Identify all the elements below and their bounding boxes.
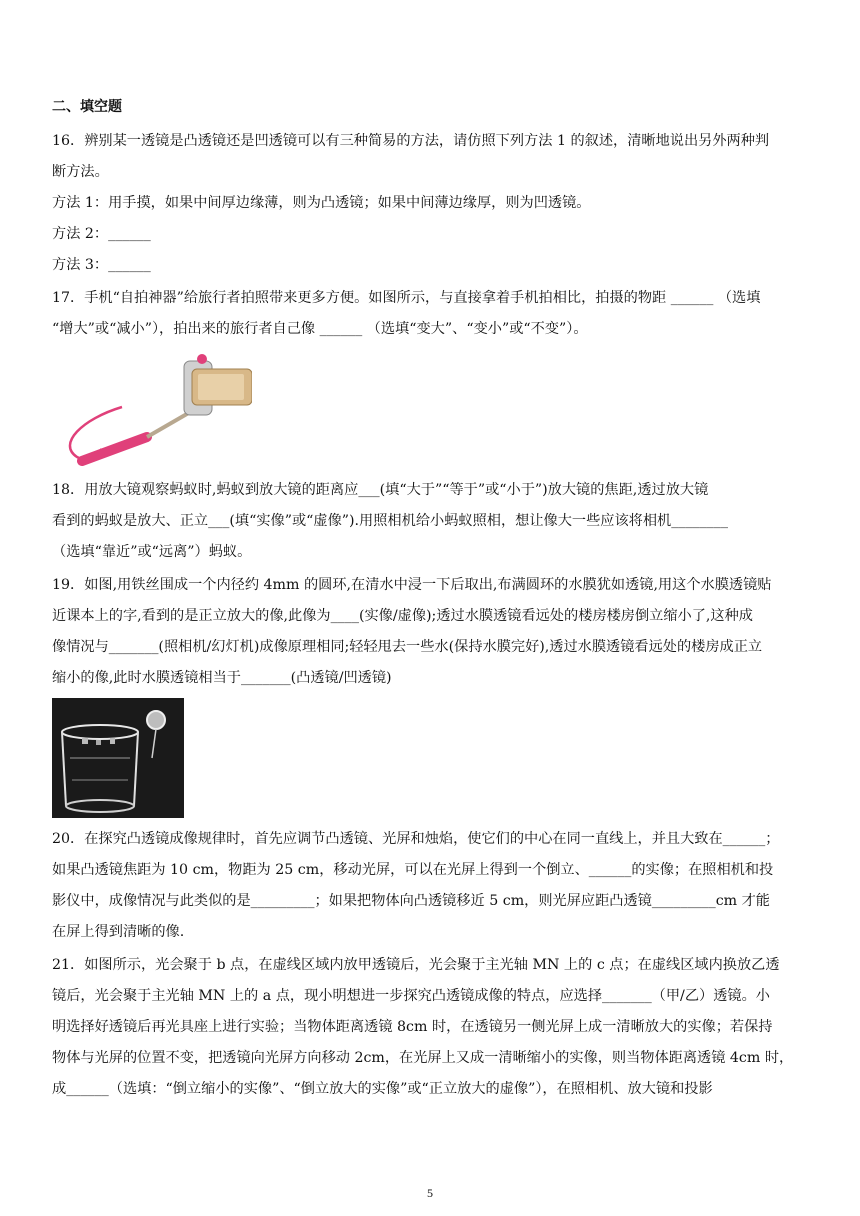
q18-line-2: 看到的蚂蚁是放大、正立___(填“实像”或“虚像”).用照相机给小蚂蚁照相，想让像大一些应该将相机________ — [52, 513, 728, 529]
selfie-stick-image — [52, 349, 252, 469]
water-film-lens-figure — [52, 698, 808, 818]
q21-line-1: 21．如图所示，光会聚于 b 点，在虚线区域内放甲透镜后，光会聚于主光轴 MN 上的 c 点；在虚线区域内换放乙透 — [52, 957, 780, 973]
q20-line-1: 20．在探究凸透镜成像规律时，首先应调节凸透镜、光屏和烛焰，使它们的中心在同一直线上，并且大致在______； — [52, 831, 780, 847]
question-17 — [52, 283, 808, 469]
q21-line-2: 镜后，光会聚于主光轴 MN 上的 a 点，现小明想进一步探究凸透镜成像的特点，应选择_______（甲/乙）透镜。小 — [52, 988, 770, 1004]
q16-method-1: 方法 1：用手摸，如果中间厚边缘薄，则为凸透镜；如果中间薄边缘厚，则为凹透镜。 — [52, 195, 591, 211]
q19-line-3: 像情况与_______(照相机/幻灯机)成像原理相同;轻轻甩去一些水(保持水膜完好),透过水膜透镜看远处的楼房成正立 — [52, 639, 763, 655]
q20-line-4: 在屏上得到清晰的像. — [52, 924, 185, 940]
page-content — [52, 96, 808, 1107]
q18-line-1: 18．用放大镜观察蚂蚁时,蚂蚁到放大镜的距离应___(填“大于”“等于”或“小于”)放大镜的焦距,透过放大镜 — [52, 482, 709, 498]
q21-line-4: 物体与光屏的位置不变，把透镜向光屏方向移动 2cm，在光屏上又成一清晰缩小的实像，则当物体距离透镜 4cm 时， — [52, 1050, 794, 1066]
q16-method-3: 方法 3：______ — [52, 257, 151, 273]
q16-stem-line-2: 断方法。 — [52, 164, 109, 180]
q20-line-2: 如果凸透镜焦距为 10 cm，物距为 25 cm，移动光屏，可以在光屏上得到一个倒立、______的实像；在照相机和投 — [52, 862, 774, 878]
question-18 — [52, 475, 808, 568]
question-19 — [52, 570, 808, 818]
question-16 — [52, 126, 808, 281]
selfie-stick-figure — [52, 349, 808, 469]
q19-line-1: 19．如图,用铁丝围成一个内径约 4mm 的圆环,在清水中浸一下后取出,布满圆环的水膜犹如透镜,用这个水膜透镜贴 — [52, 577, 772, 593]
question-21 — [52, 950, 808, 1105]
q17-line-2: “增大”或“减小”），拍出来的旅行者自己像 ______ （选填“变大”、“变小”或“不变”）。 — [52, 321, 588, 337]
q18-line-3: （选填“靠近”或“远离”）蚂蚁。 — [52, 544, 252, 560]
question-20 — [52, 824, 808, 948]
q16-method-2: 方法 2：______ — [52, 226, 151, 242]
q20-line-3: 影仪中，成像情况与此类似的是_________；如果把物体向凸透镜移近 5 cm，则光屏应距凸透镜_________cm 才能 — [52, 893, 770, 909]
beaker-photo — [52, 698, 184, 818]
q16-stem-line-1: 16．辨别某一透镜是凸透镜还是凹透镜可以有三种简易的方法，请仿照下列方法 1 的叙述，清晰地说出另外两种判 — [52, 133, 770, 149]
q17-line-1: 17．手机“自拍神器”给旅行者拍照带来更多方便。如图所示，与直接拿着手机拍相比，拍摄的物距 ______ （选填 — [52, 290, 761, 306]
q21-line-5: 成______（选填：“倒立缩小的实像”、“倒立放大的实像”或“正立放大的虚像”），在照相机、放大镜和投影 — [52, 1081, 713, 1097]
q21-line-3: 明选择好透镜后再光具座上进行实验；当物体距离透镜 8cm 时，在透镜另一侧光屏上成一清晰放大的实像；若保持 — [52, 1019, 773, 1035]
q19-line-2: 近课本上的字,看到的是正立放大的像,此像为____(实像/虚像);透过水膜透镜看远处的楼房楼房倒立缩小了,这种成 — [52, 608, 753, 624]
q19-line-4: 缩小的像,此时水膜透镜相当于_______(凸透镜/凹透镜) — [52, 670, 392, 686]
section-heading: 二、填空题 — [52, 99, 122, 115]
page-number: 5 — [427, 1186, 433, 1200]
